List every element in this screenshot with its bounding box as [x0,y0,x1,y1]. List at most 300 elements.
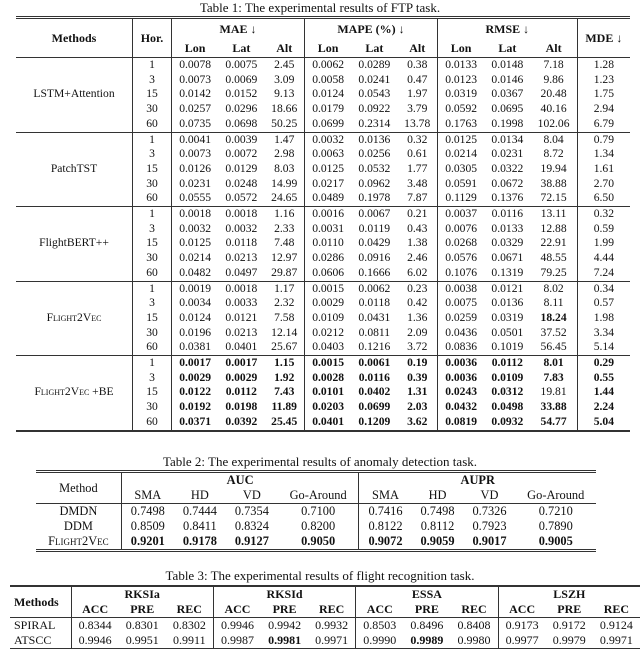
value-cell: 0.42 [407,296,428,310]
value-cell: 2.33 [274,221,295,235]
value-cell: 0.0133 [438,58,485,73]
table3-recognition-results [10,585,640,649]
value-cell: 7.24 [577,266,630,281]
subheader-rec: REC [308,602,356,618]
value-cell: 0.0312 [491,385,524,399]
value-cell: 0.9932 [315,618,349,632]
value-cell: 0.0018 [218,281,264,296]
value-cell: 0.9989 [410,633,444,647]
value-cell: 0.8408 [457,618,491,632]
value-cell: 0.29 [577,356,630,371]
value-cell: 1.92 [274,370,295,384]
value-cell: 12.97 [271,251,298,265]
value-cell: 1.75 [577,87,630,102]
value-cell: 0.38 [397,58,437,73]
horizon-cell: 30 [133,177,172,192]
value-cell: 0.1998 [491,116,524,130]
value-cell: 0.0296 [225,102,258,116]
value-cell: 0.0028 [305,371,352,386]
value-cell: 0.0543 [358,87,391,101]
value-cell: 0.0381 [172,340,219,355]
value-cell: 0.43 [407,221,428,235]
value-cell: 0.7444 [182,504,217,518]
value-cell: 0.9971 [599,633,633,647]
value-cell: 0.0136 [491,296,524,310]
value-cell: 1.99 [577,236,630,251]
value-cell: 0.0124 [305,87,352,102]
value-cell: 0.9017 [472,534,507,548]
value-cell: 0.8200 [301,519,336,533]
value-cell: 0.9987 [213,633,261,649]
value-cell: 0.0217 [305,177,352,192]
value-cell: 0.0122 [172,385,219,400]
value-cell: 0.0214 [172,251,219,266]
value-cell: 5.04 [577,415,630,431]
value-cell: 0.0058 [305,73,352,88]
value-cell: 0.0319 [438,87,485,102]
value-cell: 4.44 [577,251,630,266]
table2-anomaly-results [36,470,596,552]
horizon-cell: 3 [133,73,172,88]
value-cell: 2.24 [577,400,630,415]
value-cell: 0.0497 [225,265,258,279]
subheader-acc: ACC [71,602,119,618]
value-cell: 6.02 [407,265,428,279]
value-cell: 0.61 [407,147,428,161]
value-cell: 0.0118 [358,296,391,310]
table1-ftp-results [16,16,630,432]
horizon-cell: 1 [133,58,172,73]
value-cell: 0.1076 [438,266,485,281]
value-cell: 0.0125 [438,132,485,147]
value-cell: 2.03 [407,400,428,414]
value-cell: 102.06 [537,116,570,130]
value-cell: 0.0073 [172,147,219,162]
value-cell: 0.21 [397,207,437,222]
value-cell: 0.7890 [538,519,573,533]
value-cell: 0.0699 [305,117,352,132]
method-name: DDM [63,519,93,533]
value-cell: 0.0019 [172,281,219,296]
value-cell: 0.0075 [218,58,264,73]
value-cell: 0.0198 [225,400,258,414]
value-cell: 0.0501 [491,325,524,339]
value-cell: 0.0067 [351,207,397,222]
value-cell: 1.28 [577,58,630,73]
value-cell: 8.72 [543,147,564,161]
subheader-rec: REC [450,602,498,618]
value-cell: 0.0699 [358,400,391,414]
value-cell: 0.47 [407,72,428,86]
table2-caption: Table 2: The experimental results of anomaly detection task. [163,454,477,469]
value-cell: 0.0015 [305,356,352,371]
value-cell: 1.44 [577,385,630,400]
value-cell: 0.7416 [359,504,412,520]
value-cell: 2.32 [274,296,295,310]
table-row [36,519,596,534]
value-cell: 0.9980 [457,633,491,647]
value-cell: 0.0016 [305,207,352,222]
value-cell: 0.0432 [438,400,485,415]
value-cell: 48.55 [540,251,567,265]
value-cell: 0.0119 [358,221,391,235]
value-cell: 0.0212 [305,326,352,341]
value-cell: 0.9942 [268,618,302,632]
value-cell: 0.9178 [182,534,217,548]
value-cell: 0.9981 [268,633,302,647]
horizon-cell: 1 [133,356,172,371]
subheader-pre: PRE [261,602,308,618]
value-cell: 3.72 [407,340,428,354]
value-cell: 0.0592 [438,102,485,117]
value-cell: 0.0401 [225,340,258,354]
subheader-vd: VD [226,488,278,504]
value-cell: 0.9946 [213,618,261,634]
subheader-sma: SMA [359,488,412,504]
value-cell: 7.83 [543,370,564,384]
value-cell: 9.13 [274,87,295,101]
subheader-alt: Alt [264,39,304,58]
value-cell: 2.46 [407,251,428,265]
value-cell: 0.0032 [305,132,352,147]
value-cell: 0.0241 [358,72,391,86]
value-cell: 7.87 [407,191,428,205]
value-cell: 0.0811 [358,325,391,339]
horizon-cell: 3 [133,371,172,386]
value-cell: 2.70 [577,177,630,192]
horizon-cell: 60 [133,266,172,281]
header-rmse: RMSE ↓ [438,18,578,40]
value-cell: 0.0482 [172,266,219,281]
value-cell: 7.18 [530,58,577,73]
value-cell: 12.14 [271,325,298,339]
table-row [16,132,630,147]
value-cell: 0.0572 [225,191,258,205]
value-cell: 0.9990 [356,633,404,649]
value-cell: 11.89 [271,400,297,414]
value-cell: 0.0403 [305,340,352,355]
value-cell: 0.0073 [172,73,219,88]
value-cell: 12.88 [540,221,567,235]
value-cell: 0.55 [577,371,630,386]
value-cell: 0.0037 [438,207,485,222]
value-cell: 0.0018 [218,207,264,222]
value-cell: 1.47 [264,132,304,147]
value-cell: 0.0606 [305,266,352,281]
value-cell: 0.0532 [358,161,391,175]
subheader-lat: Lat [351,39,397,58]
horizon-cell: 15 [133,311,172,326]
header-lszh: LSZH [498,586,640,602]
value-cell: 0.0498 [491,400,524,414]
value-cell: 8.11 [543,296,564,310]
value-cell: 79.25 [540,265,567,279]
value-cell: 0.9050 [301,534,336,548]
value-cell: 0.0591 [438,177,485,192]
value-cell: 8.03 [274,161,295,175]
value-cell: 0.0735 [172,117,219,132]
method-name: Flight2Vec [16,281,133,356]
value-cell: 1.23 [577,73,630,88]
value-cell: 1.15 [264,356,304,371]
value-cell: 0.0243 [438,385,485,400]
value-cell: 0.0033 [225,296,258,310]
value-cell: 0.0671 [491,251,524,265]
subheader-acc: ACC [213,602,261,618]
value-cell: 33.88 [540,400,567,414]
value-cell: 0.0213 [225,251,258,265]
value-cell: 0.0116 [484,207,530,222]
value-cell: 0.1129 [438,191,485,206]
value-cell: 6.50 [577,191,630,206]
value-cell: 0.39 [407,370,428,384]
header-essa: ESSA [356,586,498,602]
value-cell: 0.9124 [599,618,633,632]
value-cell: 56.45 [540,340,567,354]
value-cell: 0.0121 [225,310,258,324]
value-cell: 0.9005 [538,534,573,548]
value-cell: 0.0695 [491,102,524,116]
value-cell: 0.8411 [183,519,217,533]
value-cell: 0.7498 [420,504,455,518]
subheader-vd: VD [464,488,516,504]
value-cell: 0.0109 [305,311,352,326]
method-name: SPIRAL [14,618,56,632]
value-cell: 22.91 [540,236,567,250]
value-cell: 54.77 [540,414,567,428]
value-cell: 13.11 [530,207,577,222]
value-cell: 2.94 [577,102,630,117]
value-cell: 0.0248 [225,176,258,190]
header-mde: MDE ↓ [577,18,630,58]
value-cell: 0.0142 [172,87,219,102]
value-cell: 25.45 [271,414,298,428]
value-cell: 0.0367 [491,87,524,101]
value-cell: 18.66 [271,102,298,116]
value-cell: 3.34 [577,326,630,341]
horizon-cell: 60 [133,415,172,431]
value-cell: 8.04 [530,132,577,147]
value-cell: 0.9977 [498,633,546,649]
horizon-cell: 30 [133,102,172,117]
method-name: Flight2Vec +BE [16,356,133,431]
value-cell: 0.0062 [305,58,352,73]
subheader-alt: Alt [397,39,437,58]
value-cell: 0.0041 [172,132,219,147]
horizon-cell: 30 [133,326,172,341]
value-cell: 1.31 [407,385,428,399]
subheader-pre: PRE [546,602,593,618]
value-cell: 0.0192 [172,400,219,415]
value-cell: 0.0436 [438,326,485,341]
value-cell: 0.0063 [305,147,352,162]
value-cell: 0.8302 [172,618,206,632]
value-cell: 0.0134 [484,132,530,147]
value-cell: 0.0286 [305,251,352,266]
value-cell: 0.0256 [358,147,391,161]
value-cell: 0.79 [577,132,630,147]
value-cell: 0.23 [397,281,437,296]
value-cell: 0.0017 [172,356,219,371]
horizon-cell: 1 [133,132,172,147]
value-cell: 9.86 [543,72,564,86]
value-cell: 0.9951 [125,633,159,647]
horizon-cell: 15 [133,236,172,251]
value-cell: 0.0836 [438,340,485,355]
value-cell: 18.24 [540,310,567,324]
horizon-cell: 60 [133,117,172,132]
table-row [16,356,630,371]
horizon-cell: 3 [133,222,172,237]
horizon-cell: 30 [133,400,172,415]
value-cell: 0.1978 [358,191,391,205]
value-cell: 0.0916 [358,251,391,265]
value-cell: 29.87 [271,265,298,279]
table1-caption: Table 1: The experimental results of FTP task. [199,0,441,15]
subheader-rec: REC [593,602,640,618]
value-cell: 0.0038 [438,281,485,296]
value-cell: 3.09 [274,72,295,86]
value-cell: 0.7326 [472,504,507,518]
value-cell: 0.0015 [305,281,352,296]
value-cell: 0.0203 [305,400,352,415]
header-mae: MAE ↓ [172,18,305,40]
value-cell: 0.9946 [71,633,119,649]
value-cell: 7.58 [274,310,295,324]
value-cell: 0.0121 [484,281,530,296]
horizon-cell: 15 [133,87,172,102]
value-cell: 0.0112 [484,356,530,371]
value-cell: 0.0213 [225,325,258,339]
value-cell: 0.34 [577,281,630,296]
value-cell: 0.8301 [125,618,159,632]
value-cell: 72.15 [540,191,567,205]
value-cell: 1.97 [407,87,428,101]
header-methods: Methods [51,30,97,45]
value-cell: 0.0257 [172,102,219,117]
header-rksid: RKSId [213,586,355,602]
value-cell: 2.09 [407,325,428,339]
value-cell: 0.0031 [305,222,352,237]
method-name: DMDN [59,504,98,518]
value-cell: 0.0032 [172,222,219,237]
subheader-rec: REC [166,602,214,618]
value-cell: 0.2314 [358,116,391,130]
value-cell: 0.7923 [472,519,507,533]
header-method: Method [36,472,121,504]
value-cell: 0.0116 [358,370,390,384]
value-cell: 19.94 [540,161,567,175]
value-cell: 0.0039 [218,132,264,147]
value-cell: 0.8509 [121,519,174,534]
value-cell: 0.0036 [438,371,485,386]
value-cell: 0.0231 [172,177,219,192]
value-cell: 0.0125 [305,162,352,177]
value-cell: 0.8496 [410,618,444,632]
value-cell: 2.45 [264,58,304,73]
value-cell: 0.9072 [359,534,412,551]
table-row [36,534,596,551]
value-cell: 0.0259 [438,311,485,326]
value-cell: 0.0123 [438,73,485,88]
value-cell: 0.9173 [498,618,546,634]
value-cell: 0.1763 [438,117,485,132]
table-row [16,281,630,296]
header-horizon: Hor. [133,18,172,58]
value-cell: 0.0152 [225,87,258,101]
value-cell: 0.8503 [356,618,404,634]
value-cell: 0.0401 [305,415,352,431]
value-cell: 40.16 [540,102,567,116]
value-cell: 0.9911 [173,633,206,647]
value-cell: 1.38 [407,236,428,250]
value-cell: 0.0029 [225,370,258,384]
table-row [10,633,640,649]
value-cell: 0.0078 [172,58,219,73]
value-cell: 0.0305 [438,162,485,177]
value-cell: 37.52 [540,325,567,339]
value-cell: 0.0072 [225,147,258,161]
value-cell: 0.8344 [71,618,119,634]
value-cell: 0.0322 [491,161,524,175]
table-row [16,207,630,222]
value-cell: 0.0819 [438,415,485,431]
horizon-cell: 60 [133,340,172,355]
value-cell: 0.8122 [359,519,412,534]
value-cell: 0.0555 [172,191,219,206]
subheader-pre: PRE [403,602,450,618]
method-name: Flight2Vec [48,534,109,548]
value-cell: 0.1376 [491,191,524,205]
value-cell: 0.9201 [121,534,174,551]
value-cell: 0.0146 [491,72,524,86]
value-cell: 0.0392 [225,414,258,428]
value-cell: 2.98 [274,147,295,161]
subheader-go-around: Go-Around [278,488,359,504]
value-cell: 0.7498 [121,504,174,520]
value-cell: 0.9127 [234,534,269,548]
header-aupr: AUPR [359,472,596,489]
value-cell: 8.01 [530,356,577,371]
method-name: FlightBERT++ [16,207,133,282]
value-cell: 0.9971 [315,633,349,647]
value-cell: 50.25 [271,116,298,130]
header-mape: MAPE (%) ↓ [305,18,438,40]
subheader-lon: Lon [438,39,485,58]
value-cell: 0.8112 [420,519,455,533]
value-cell: 0.0109 [491,370,524,384]
value-cell: 0.0136 [351,132,397,147]
value-cell: 0.59 [577,222,630,237]
subheader-go-around: Go-Around [516,488,597,504]
value-cell: 0.0076 [438,222,485,237]
subheader-alt: Alt [530,39,577,58]
value-cell: 7.48 [274,236,295,250]
value-cell: 0.0148 [484,58,530,73]
value-cell: 0.57 [577,296,630,311]
horizon-cell: 1 [133,281,172,296]
value-cell: 25.67 [271,340,298,354]
value-cell: 3.48 [407,176,428,190]
value-cell: 1.77 [407,161,428,175]
value-cell: 0.0289 [351,58,397,73]
value-cell: 0.9979 [552,633,586,647]
value-cell: 0.0125 [172,236,219,251]
value-cell: 0.0029 [172,371,219,386]
value-cell: 14.99 [271,176,298,190]
value-cell: 38.88 [540,176,567,190]
value-cell: 1.16 [264,207,304,222]
